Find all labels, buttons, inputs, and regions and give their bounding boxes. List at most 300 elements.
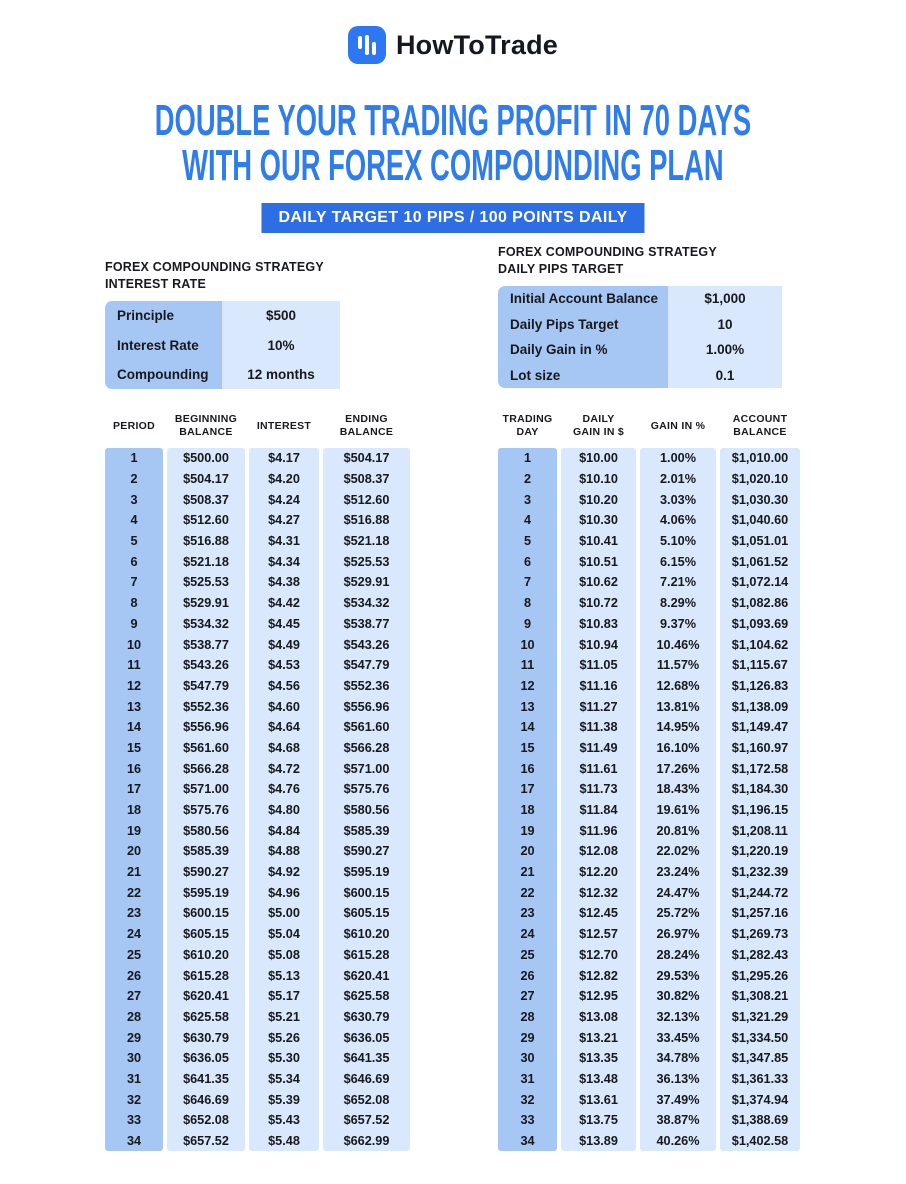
cell-gain-percent: 9.37%: [640, 614, 716, 635]
table-row: [498, 882, 800, 903]
cell-period: 9: [105, 614, 163, 635]
cell-trading-day: 29: [498, 1027, 557, 1048]
interest-rate-info-table: [105, 301, 410, 389]
cell-trading-day: 2: [498, 469, 557, 490]
cell-account-balance: $1,220.19: [720, 841, 800, 862]
cell-gain-percent: 8.29%: [640, 593, 716, 614]
cell-period: 16: [105, 758, 163, 779]
cell-period: 7: [105, 572, 163, 593]
cell-period: 27: [105, 986, 163, 1007]
cell-period: 12: [105, 676, 163, 697]
brand-name: HowToTrade: [395, 29, 558, 60]
cell-interest: $5.00: [249, 903, 319, 924]
cell-daily-gain: $10.51: [561, 551, 636, 572]
cell-interest: $5.26: [249, 1027, 319, 1048]
cell-period: 25: [105, 945, 163, 966]
cell-account-balance: $1,051.01: [720, 531, 800, 552]
cell-ending-balance: $615.28: [323, 945, 410, 966]
cell-period: 26: [105, 965, 163, 986]
cell-account-balance: $1,149.47: [720, 717, 800, 738]
cell-gain-percent: 22.02%: [640, 841, 716, 862]
cell-trading-day: 15: [498, 738, 557, 759]
cell-ending-balance: $512.60: [323, 489, 410, 510]
cell-ending-balance: $538.77: [323, 614, 410, 635]
table-row: [498, 572, 800, 593]
cell-gain-percent: 36.13%: [640, 1069, 716, 1090]
info-value: 10%: [267, 337, 295, 353]
table-header-row: [498, 408, 800, 444]
cell-period: 22: [105, 882, 163, 903]
cell-beginning-balance: $525.53: [167, 572, 245, 593]
cell-daily-gain: $13.35: [561, 1048, 636, 1069]
cell-daily-gain: $10.10: [561, 469, 636, 490]
cell-gain-percent: 38.87%: [640, 1110, 716, 1131]
cell-beginning-balance: $516.88: [167, 531, 245, 552]
cell-daily-gain: $10.30: [561, 510, 636, 531]
column-header: INTEREST: [256, 419, 312, 432]
cell-ending-balance: $657.52: [323, 1110, 410, 1131]
table-row: [498, 758, 800, 779]
cell-account-balance: $1,061.52: [720, 551, 800, 572]
cell-trading-day: 24: [498, 924, 557, 945]
table-row: [105, 614, 410, 635]
cell-interest: $4.31: [249, 531, 319, 552]
cell-gain-percent: 13.81%: [640, 696, 716, 717]
cell-account-balance: $1,334.50: [720, 1027, 800, 1048]
cell-period: 23: [105, 903, 163, 924]
cell-ending-balance: $641.35: [323, 1048, 410, 1069]
cell-beginning-balance: $534.32: [167, 614, 245, 635]
info-value: 12 months: [247, 366, 315, 382]
cell-gain-percent: 16.10%: [640, 738, 716, 759]
cell-ending-balance: $625.58: [323, 986, 410, 1007]
cell-trading-day: 14: [498, 717, 557, 738]
cell-interest: $4.72: [249, 758, 319, 779]
page-title: [0, 98, 906, 188]
cell-gain-percent: 24.47%: [640, 882, 716, 903]
table-row: [498, 469, 800, 490]
cell-daily-gain: $11.96: [561, 820, 636, 841]
table-row: [498, 531, 800, 552]
cell-daily-gain: $10.72: [561, 593, 636, 614]
interest-rate-panel: [105, 259, 410, 1159]
cell-ending-balance: $556.96: [323, 696, 410, 717]
cell-interest: $5.30: [249, 1048, 319, 1069]
cell-ending-balance: $652.08: [323, 1089, 410, 1110]
cell-trading-day: 11: [498, 655, 557, 676]
cell-trading-day: 18: [498, 800, 557, 821]
left-panel-heading-1: FOREX COMPOUNDING STRATEGY: [105, 260, 324, 274]
cell-ending-balance: $646.69: [323, 1069, 410, 1090]
cell-period: 13: [105, 696, 163, 717]
cell-beginning-balance: $610.20: [167, 945, 245, 966]
cell-period: 11: [105, 655, 163, 676]
cell-ending-balance: $508.37: [323, 469, 410, 490]
cell-period: 10: [105, 634, 163, 655]
cell-period: 20: [105, 841, 163, 862]
cell-ending-balance: $534.32: [323, 593, 410, 614]
table-row: [105, 1069, 410, 1090]
cell-beginning-balance: $585.39: [167, 841, 245, 862]
cell-ending-balance: $521.18: [323, 531, 410, 552]
cell-trading-day: 22: [498, 882, 557, 903]
cell-interest: $4.64: [249, 717, 319, 738]
cell-daily-gain: $13.61: [561, 1089, 636, 1110]
cell-ending-balance: $547.79: [323, 655, 410, 676]
cell-beginning-balance: $529.91: [167, 593, 245, 614]
cell-gain-percent: 25.72%: [640, 903, 716, 924]
cell-period: 15: [105, 738, 163, 759]
cell-account-balance: $1,184.30: [720, 779, 800, 800]
cell-ending-balance: $580.56: [323, 800, 410, 821]
table-row: [498, 1110, 800, 1131]
info-label: Compounding: [117, 366, 209, 382]
cell-beginning-balance: $547.79: [167, 676, 245, 697]
cell-gain-percent: 4.06%: [640, 510, 716, 531]
table-row: [498, 841, 800, 862]
column-header: TRADING DAY: [502, 413, 553, 438]
cell-daily-gain: $12.95: [561, 986, 636, 1007]
cell-interest: $4.88: [249, 841, 319, 862]
table-row: [105, 986, 410, 1007]
cell-gain-percent: 14.95%: [640, 717, 716, 738]
table-row: [105, 738, 410, 759]
table-row: [105, 469, 410, 490]
cell-beginning-balance: $590.27: [167, 862, 245, 883]
cell-beginning-balance: $521.18: [167, 551, 245, 572]
cell-trading-day: 5: [498, 531, 557, 552]
cell-account-balance: $1,232.39: [720, 862, 800, 883]
cell-period: 18: [105, 800, 163, 821]
cell-trading-day: 30: [498, 1048, 557, 1069]
cell-beginning-balance: $504.17: [167, 469, 245, 490]
cell-account-balance: $1,160.97: [720, 738, 800, 759]
cell-trading-day: 19: [498, 820, 557, 841]
cell-account-balance: $1,020.10: [720, 469, 800, 490]
info-value: 1.00%: [705, 342, 745, 358]
cell-account-balance: $1,138.09: [720, 696, 800, 717]
cell-daily-gain: $11.27: [561, 696, 636, 717]
cell-interest: $4.24: [249, 489, 319, 510]
cell-ending-balance: $529.91: [323, 572, 410, 593]
cell-daily-gain: $11.61: [561, 758, 636, 779]
cell-account-balance: $1,104.62: [720, 634, 800, 655]
table-row: [498, 800, 800, 821]
table-row: [498, 593, 800, 614]
table-row: [498, 1007, 800, 1028]
cell-gain-percent: 17.26%: [640, 758, 716, 779]
table-row: [105, 1027, 410, 1048]
cell-beginning-balance: $641.35: [167, 1069, 245, 1090]
cell-daily-gain: $12.57: [561, 924, 636, 945]
title-line-2: WITH OUR FOREX COMPOUNDING PLAN: [182, 141, 724, 190]
info-label: Lot size: [510, 368, 561, 384]
cell-interest: $4.42: [249, 593, 319, 614]
cell-gain-percent: 3.03%: [640, 489, 716, 510]
cell-beginning-balance: $543.26: [167, 655, 245, 676]
cell-gain-percent: 2.01%: [640, 469, 716, 490]
cell-ending-balance: $595.19: [323, 862, 410, 883]
cell-interest: $4.60: [249, 696, 319, 717]
cell-daily-gain: $10.41: [561, 531, 636, 552]
cell-period: 19: [105, 820, 163, 841]
table-row: [498, 510, 800, 531]
cell-gain-percent: 37.49%: [640, 1089, 716, 1110]
cell-beginning-balance: $580.56: [167, 820, 245, 841]
table-row: [498, 1048, 800, 1069]
cell-beginning-balance: $657.52: [167, 1131, 245, 1152]
table-row: [498, 676, 800, 697]
daily-pips-info-table: [498, 286, 800, 388]
table-row: [105, 882, 410, 903]
cell-beginning-balance: $600.15: [167, 903, 245, 924]
cell-trading-day: 4: [498, 510, 557, 531]
cell-daily-gain: $11.38: [561, 717, 636, 738]
cell-account-balance: $1,388.69: [720, 1110, 800, 1131]
cell-trading-day: 20: [498, 841, 557, 862]
cell-period: 2: [105, 469, 163, 490]
cell-gain-percent: 40.26%: [640, 1131, 716, 1152]
info-value: 0.1: [715, 368, 735, 384]
cell-account-balance: $1,244.72: [720, 882, 800, 903]
cell-daily-gain: $10.94: [561, 634, 636, 655]
table-row: [105, 820, 410, 841]
cell-beginning-balance: $566.28: [167, 758, 245, 779]
cell-trading-day: 10: [498, 634, 557, 655]
cell-gain-percent: 32.13%: [640, 1007, 716, 1028]
cell-account-balance: $1,361.33: [720, 1069, 800, 1090]
table-row: [498, 696, 800, 717]
cell-ending-balance: $561.60: [323, 717, 410, 738]
column-header: ENDING BALANCE: [339, 413, 394, 438]
cell-gain-percent: 33.45%: [640, 1027, 716, 1048]
column-header: GAIN IN %: [650, 419, 706, 432]
cell-interest: $5.17: [249, 986, 319, 1007]
cell-gain-percent: 11.57%: [640, 655, 716, 676]
info-label: Initial Account Balance: [510, 291, 659, 307]
cell-period: 8: [105, 593, 163, 614]
table-row: [498, 1027, 800, 1048]
cell-gain-percent: 1.00%: [640, 448, 716, 469]
info-value: $500: [265, 308, 297, 324]
cell-gain-percent: 10.46%: [640, 634, 716, 655]
cell-ending-balance: $566.28: [323, 738, 410, 759]
table-row: [105, 634, 410, 655]
column-header: ACCOUNT BALANCE: [732, 413, 788, 438]
cell-interest: $4.84: [249, 820, 319, 841]
cell-ending-balance: $662.99: [323, 1131, 410, 1152]
cell-trading-day: 25: [498, 945, 557, 966]
table-row: [498, 1131, 800, 1152]
cell-daily-gain: $10.83: [561, 614, 636, 635]
cell-interest: $4.49: [249, 634, 319, 655]
cell-account-balance: $1,115.67: [720, 655, 800, 676]
cell-interest: $4.68: [249, 738, 319, 759]
cell-beginning-balance: $500.00: [167, 448, 245, 469]
cell-interest: $5.21: [249, 1007, 319, 1028]
cell-trading-day: 8: [498, 593, 557, 614]
table-row: [498, 779, 800, 800]
cell-ending-balance: $585.39: [323, 820, 410, 841]
cell-period: 17: [105, 779, 163, 800]
cell-gain-percent: 5.10%: [640, 531, 716, 552]
table-row: [105, 593, 410, 614]
cell-gain-percent: 20.81%: [640, 820, 716, 841]
table-row: [105, 924, 410, 945]
cell-account-balance: $1,072.14: [720, 572, 800, 593]
cell-ending-balance: $590.27: [323, 841, 410, 862]
table-row: [498, 965, 800, 986]
cell-interest: $4.92: [249, 862, 319, 883]
cell-daily-gain: $10.20: [561, 489, 636, 510]
cell-period: 5: [105, 531, 163, 552]
cell-account-balance: $1,282.43: [720, 945, 800, 966]
table-row: [498, 717, 800, 738]
table-row: [498, 820, 800, 841]
cell-beginning-balance: $508.37: [167, 489, 245, 510]
cell-interest: $4.38: [249, 572, 319, 593]
cell-interest: $5.43: [249, 1110, 319, 1131]
cell-ending-balance: $571.00: [323, 758, 410, 779]
cell-daily-gain: $12.82: [561, 965, 636, 986]
cell-account-balance: $1,126.83: [720, 676, 800, 697]
cell-trading-day: 3: [498, 489, 557, 510]
cell-trading-day: 17: [498, 779, 557, 800]
cell-daily-gain: $12.08: [561, 841, 636, 862]
table-row: [105, 1048, 410, 1069]
cell-ending-balance: $636.05: [323, 1027, 410, 1048]
table-row: [105, 489, 410, 510]
cell-trading-day: 26: [498, 965, 557, 986]
table-row: [105, 1007, 410, 1028]
daily-target-banner: DAILY TARGET 10 PIPS / 100 POINTS DAILY: [261, 203, 644, 233]
cell-beginning-balance: $625.58: [167, 1007, 245, 1028]
table-row: [105, 717, 410, 738]
cell-gain-percent: 12.68%: [640, 676, 716, 697]
info-value: 10: [717, 316, 733, 332]
table-row: [105, 903, 410, 924]
table-row: [498, 655, 800, 676]
cell-beginning-balance: $561.60: [167, 738, 245, 759]
daily-pips-panel: [498, 244, 800, 1159]
cell-interest: $4.96: [249, 882, 319, 903]
cell-period: 6: [105, 551, 163, 572]
cell-ending-balance: $630.79: [323, 1007, 410, 1028]
cell-account-balance: $1,402.58: [720, 1131, 800, 1152]
cell-period: 21: [105, 862, 163, 883]
cell-period: 24: [105, 924, 163, 945]
table-row: [105, 841, 410, 862]
cell-daily-gain: $13.48: [561, 1069, 636, 1090]
cell-trading-day: 7: [498, 572, 557, 593]
cell-interest: $4.76: [249, 779, 319, 800]
cell-account-balance: $1,030.30: [720, 489, 800, 510]
logo: [0, 26, 906, 64]
cell-account-balance: $1,172.58: [720, 758, 800, 779]
cell-daily-gain: $11.73: [561, 779, 636, 800]
table-row: [498, 448, 800, 469]
table-header-row: [105, 408, 410, 444]
cell-account-balance: $1,257.16: [720, 903, 800, 924]
table-row: [498, 924, 800, 945]
cell-ending-balance: $525.53: [323, 551, 410, 572]
cell-account-balance: $1,208.11: [720, 820, 800, 841]
table-row: [105, 531, 410, 552]
cell-gain-percent: 6.15%: [640, 551, 716, 572]
table-row: [498, 862, 800, 883]
cell-interest: $4.56: [249, 676, 319, 697]
cell-trading-day: 31: [498, 1069, 557, 1090]
cell-daily-gain: $10.00: [561, 448, 636, 469]
table-row: [498, 551, 800, 572]
cell-interest: $4.27: [249, 510, 319, 531]
cell-daily-gain: $12.32: [561, 882, 636, 903]
table-row: [105, 945, 410, 966]
cell-ending-balance: $620.41: [323, 965, 410, 986]
cell-account-balance: $1,374.94: [720, 1089, 800, 1110]
cell-account-balance: $1,308.21: [720, 986, 800, 1007]
cell-gain-percent: 18.43%: [640, 779, 716, 800]
cell-daily-gain: $12.70: [561, 945, 636, 966]
table-row: [105, 696, 410, 717]
table-row: [105, 758, 410, 779]
cell-interest: $4.80: [249, 800, 319, 821]
cell-period: 28: [105, 1007, 163, 1028]
cell-beginning-balance: $636.05: [167, 1048, 245, 1069]
cell-interest: $5.39: [249, 1089, 319, 1110]
cell-period: 33: [105, 1110, 163, 1131]
cell-daily-gain: $10.62: [561, 572, 636, 593]
cell-daily-gain: $13.75: [561, 1110, 636, 1131]
cell-trading-day: 13: [498, 696, 557, 717]
cell-interest: $5.08: [249, 945, 319, 966]
cell-beginning-balance: $615.28: [167, 965, 245, 986]
table-row: [105, 1110, 410, 1131]
cell-daily-gain: $11.49: [561, 738, 636, 759]
table-row: [105, 862, 410, 883]
table-row: [105, 510, 410, 531]
cell-daily-gain: $13.08: [561, 1007, 636, 1028]
cell-interest: $4.45: [249, 614, 319, 635]
cell-interest: $5.48: [249, 1131, 319, 1152]
cell-beginning-balance: $552.36: [167, 696, 245, 717]
cell-gain-percent: 28.24%: [640, 945, 716, 966]
cell-ending-balance: $600.15: [323, 882, 410, 903]
cell-beginning-balance: $605.15: [167, 924, 245, 945]
cell-gain-percent: 23.24%: [640, 862, 716, 883]
cell-period: 4: [105, 510, 163, 531]
cell-trading-day: 34: [498, 1131, 557, 1152]
cell-beginning-balance: $556.96: [167, 717, 245, 738]
cell-trading-day: 1: [498, 448, 557, 469]
cell-daily-gain: $12.45: [561, 903, 636, 924]
column-header: DAILY GAIN IN $: [572, 413, 625, 438]
info-label: Interest Rate: [117, 337, 199, 353]
cell-beginning-balance: $652.08: [167, 1110, 245, 1131]
cell-trading-day: 21: [498, 862, 557, 883]
table-row: [105, 551, 410, 572]
table-row: [498, 986, 800, 1007]
table-row: [498, 489, 800, 510]
cell-beginning-balance: $620.41: [167, 986, 245, 1007]
cell-trading-day: 33: [498, 1110, 557, 1131]
cell-daily-gain: $11.84: [561, 800, 636, 821]
cell-beginning-balance: $571.00: [167, 779, 245, 800]
cell-period: 1: [105, 448, 163, 469]
cell-trading-day: 16: [498, 758, 557, 779]
cell-ending-balance: $516.88: [323, 510, 410, 531]
table-row: [105, 448, 410, 469]
